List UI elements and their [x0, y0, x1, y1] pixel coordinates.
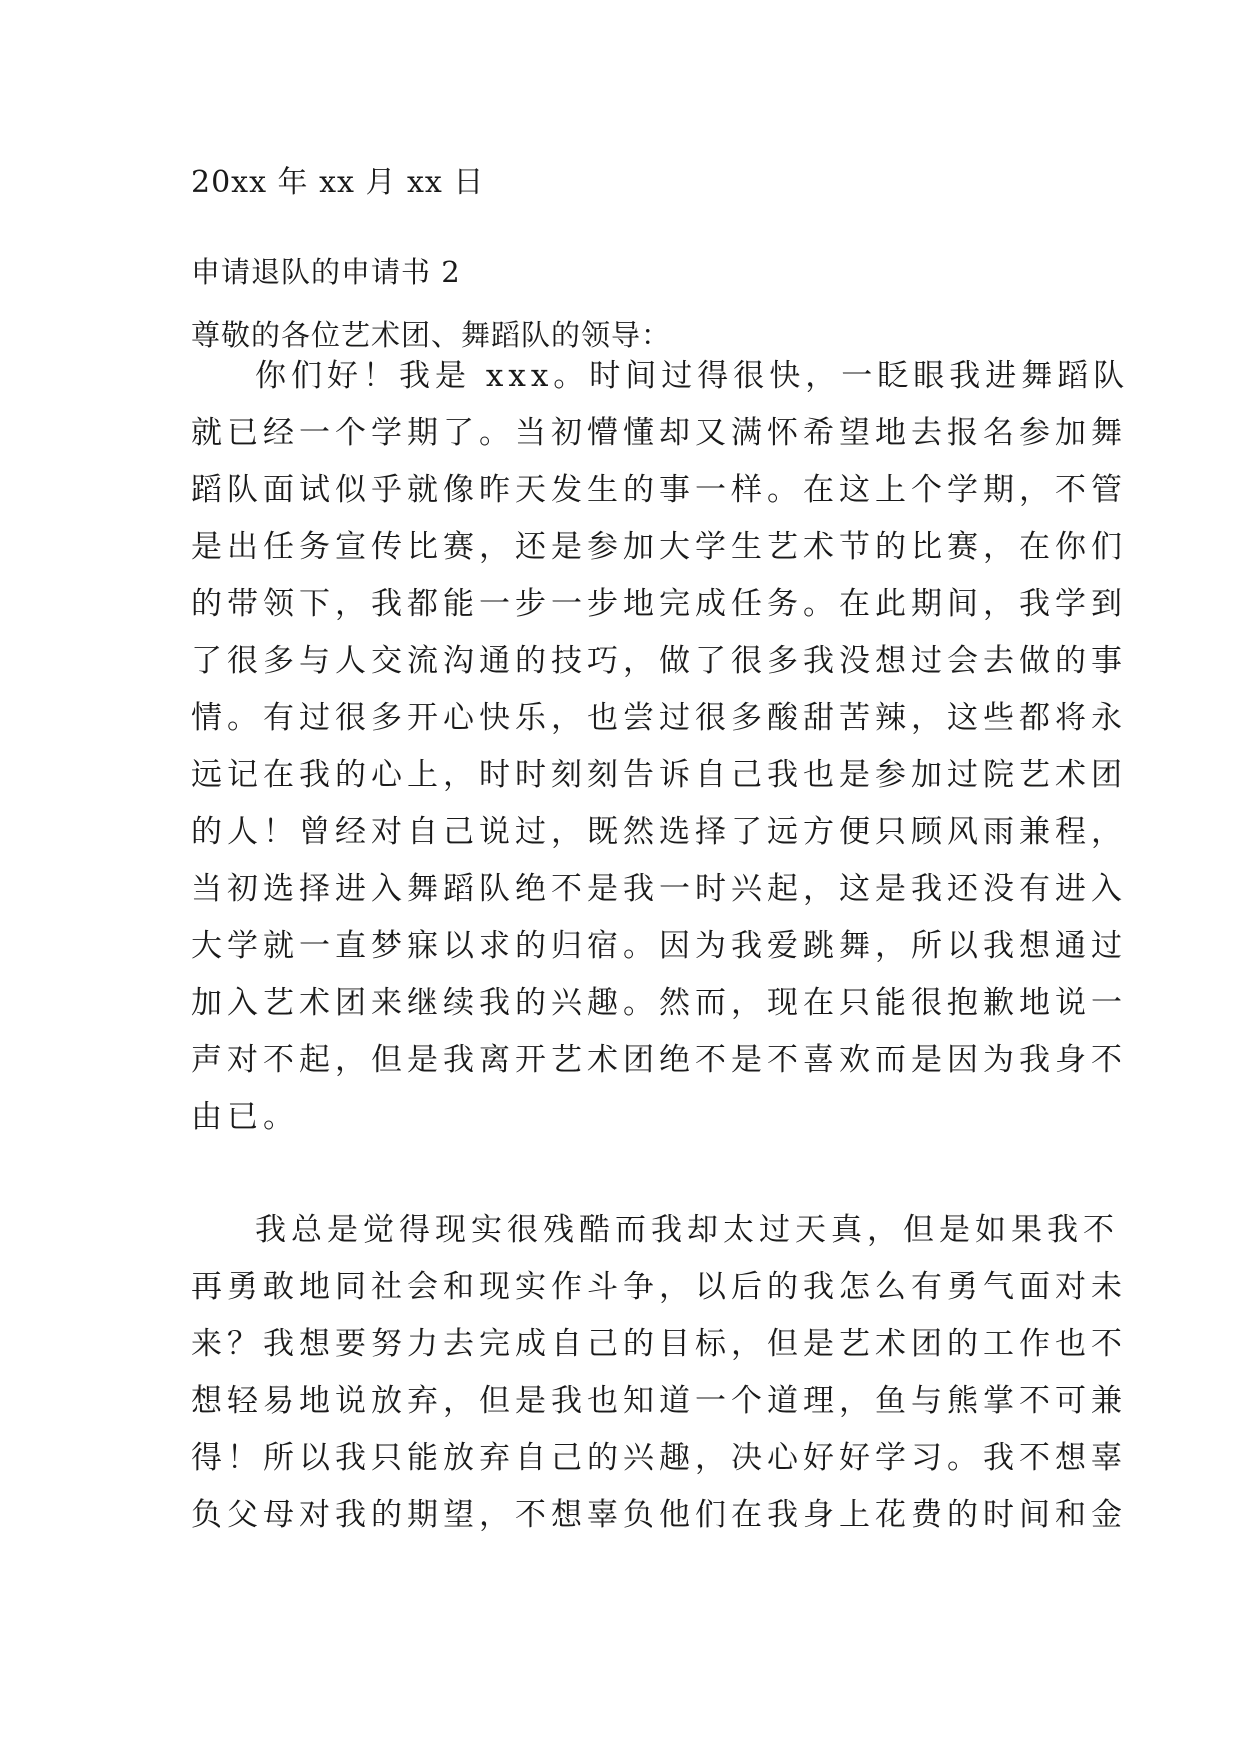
text-line: 想轻易地说放弃，但是我也知道一个道理，鱼与熊掌不可兼: [191, 1383, 1127, 1419]
text-line: 你们好！我是 xxx。时间过得很快，一眨眼我进舞蹈队: [255, 358, 1130, 394]
text-line: 来？我想要努力去完成自己的目标，但是艺术团的工作也不: [191, 1326, 1127, 1362]
text-line: 我总是觉得现实很残酷而我却太过天真，但是如果我不: [255, 1212, 1119, 1248]
text-line: 蹈队面试似乎就像昨天发生的事一样。在这上个学期，不管: [191, 472, 1127, 508]
salutation: 尊敬的各位艺术团、舞蹈队的领导：: [191, 318, 672, 352]
text-line: 就已经一个学期了。当初懵懂却又满怀希望地去报名参加舞: [191, 415, 1127, 451]
text-line: 的人！曾经对自己说过，既然选择了远方便只顾风雨兼程，: [191, 814, 1127, 850]
text-line: 再勇敢地同社会和现实作斗争，以后的我怎么有勇气面对未: [191, 1269, 1127, 1305]
text-line: 声对不起，但是我离开艺术团绝不是不喜欢而是因为我身不: [191, 1042, 1127, 1078]
text-line: 得！所以我只能放弃自己的兴趣，决心好好学习。我不想辜: [191, 1440, 1127, 1476]
text-line: 由已。: [191, 1099, 299, 1135]
text-line: 负父母对我的期望，不想辜负他们在我身上花费的时间和金: [191, 1497, 1127, 1533]
text-line: 当初选择进入舞蹈队绝不是我一时兴起，这是我还没有进入: [191, 871, 1127, 907]
document-date: 20xx 年 xx 月 xx 日: [191, 165, 485, 200]
text-line: 远记在我的心上，时时刻刻告诉自己我也是参加过院艺术团: [191, 757, 1127, 793]
text-line: 大学就一直梦寐以求的归宿。因为我爱跳舞，所以我想通过: [191, 928, 1127, 964]
text-line: 是出任务宣传比赛，还是参加大学生艺术节的比赛，在你们: [191, 529, 1127, 565]
text-line: 情。有过很多开心快乐，也尝过很多酸甜苦辣，这些都将永: [191, 700, 1127, 736]
text-line: 了很多与人交流沟通的技巧，做了很多我没想过会去做的事: [191, 643, 1127, 679]
text-line: 的带领下，我都能一步一步地完成任务。在此期间，我学到: [191, 586, 1127, 622]
text-line: 加入艺术团来继续我的兴趣。然而，现在只能很抱歉地说一: [191, 985, 1127, 1021]
document-title: 申请退队的申请书 2: [191, 255, 461, 289]
